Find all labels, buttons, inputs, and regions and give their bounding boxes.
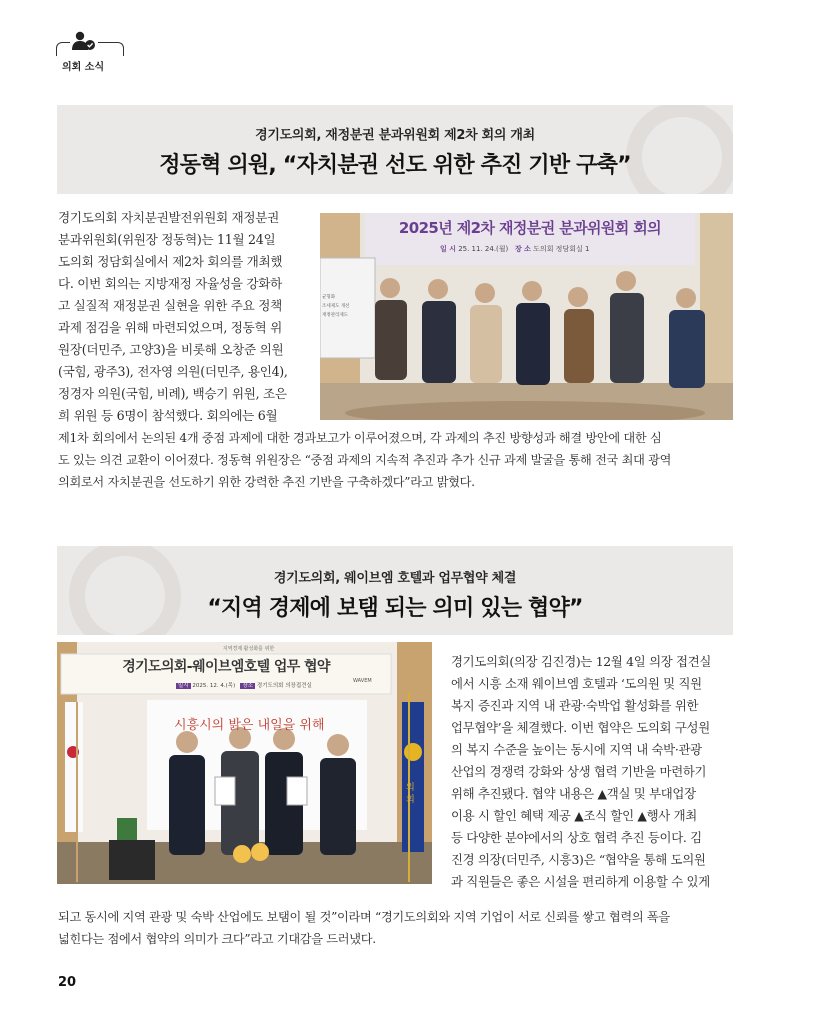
article2-title: “지역 경제에 보탬 되는 의미 있는 협약” — [207, 596, 583, 621]
text-line: 경기도의회 자치분권발전위원회 재정분권 — [58, 210, 279, 225]
screen-line: 재정관리제도 — [322, 313, 349, 318]
text-line: 정경자 의원(국힘, 비례), 백승기 위원, 조은 — [58, 386, 287, 401]
section-tag — [56, 34, 126, 72]
info-value-date: 25. 11. 24.(월) — [458, 245, 509, 253]
person-check-icon — [70, 30, 98, 52]
section-label: 의회 소식 — [62, 62, 105, 73]
article2-headline-box — [57, 546, 733, 635]
article1-body-full — [58, 427, 734, 493]
info-label-date: 일시 — [178, 683, 189, 689]
article2-banner — [61, 646, 391, 694]
text-line: (국힘, 광주3), 전자영 의원(더민주, 용인4), — [58, 364, 288, 379]
text-line: 다. 이번 회의는 지방재정 자율성을 강화하 — [58, 276, 282, 291]
text-line: 위해 추진됐다. 협약 내용은 ▲객실 및 부대업장 — [451, 786, 696, 801]
text-line: 원장(더민주, 고양3)을 비롯해 오창준 의원 — [58, 342, 284, 357]
info-label-place: 장 소 — [514, 245, 531, 253]
article1-banner — [365, 213, 695, 265]
article1-banner-title: 2025년 제2차 재정분권 분과위원회 회의 — [398, 219, 662, 237]
text-line: 분과위원회(위원장 정동혁)는 11월 24일 — [58, 232, 276, 247]
article1-title: 정동혁 의원, “자치분권 선도 위한 추진 기반 구축” — [159, 153, 631, 178]
text-line: 고 실질적 재정분권 실현을 위한 주요 정책 — [58, 298, 282, 313]
text-line: 넓힌다는 점에서 협약의 의미가 크다”라고 기대감을 드러냈다. — [58, 932, 376, 946]
screen-line: 조세제도 개선 — [322, 304, 350, 309]
text-line: 에서 시흥 소재 웨이브엠 호텔과 ‘도의원 및 직원 — [451, 676, 702, 691]
text-line: 산업의 경쟁력 강화와 상생 협력 기반을 마련하기 — [451, 764, 707, 779]
info-value-place: 도의회 정담회실 1 — [533, 245, 590, 253]
text-line: 업무협약’을 체결했다. 이번 협약은 도의회 구성원 — [451, 720, 710, 735]
article2-banner-title: 경기도의회-웨이브엠호텔 업무 협약 — [122, 659, 330, 675]
article1-screen — [322, 293, 350, 320]
text-line: 희 위원 등 6명이 참석했다. 회의에는 6월 — [58, 408, 278, 423]
page-number: 20 — [58, 975, 77, 990]
text-line: 제1차 회의에서 논의된 4개 중점 과제에 대한 경과보고가 이루어졌으며, 각 과제의 추진 방향성과 해결 방안에 대한 심 — [58, 431, 662, 445]
article1-headline-box — [57, 105, 733, 194]
text-line: 되고 동시에 지역 관광 및 숙박 산업에도 보탬이 될 것”이라며 “경기도의회와 지역 기업이 서로 신뢰를 쌓고 협력의 폭을 — [58, 910, 670, 924]
info-value-place: 경기도의회 의장접견실 — [256, 683, 312, 689]
article2-wall-text: 시흥시의 밝은 내일을 위해 — [174, 718, 325, 733]
article2-body — [451, 651, 734, 893]
text-line: 복지 증진과 지역 내 관광·숙박업 활성화를 위한 — [451, 698, 699, 713]
text-line: 진경 의장(더민주, 시흥3)은 “협약을 통해 도의원 — [451, 852, 706, 867]
article2-subtitle: 경기도의회, 웨이브엠 호텔과 업무협약 체결 — [273, 571, 517, 586]
article2-flag-text: 의회 — [406, 783, 415, 805]
info-label-place: 장소 — [242, 683, 254, 689]
text-line: 의 복지 수준을 높이는 동시에 지역 내 숙박·관광 — [451, 742, 702, 757]
screen-line: 균형화 — [322, 295, 336, 300]
article1-banner-info — [440, 244, 589, 254]
text-line: 과제 점검을 위해 마련되었으며, 정동혁 위 — [58, 320, 282, 335]
text-line: 등 다양한 분야에서의 상호 협력 추진 등이다. 김 — [451, 830, 702, 845]
text-line: 도 있는 의견 교환이 이어졌다. 정동혁 위원장은 “중점 과제의 지속적 추진과 추가 신규 과제 발굴을 통해 전국 최대 광역 — [58, 453, 672, 467]
article1-photo — [320, 213, 733, 420]
info-value-date: 2025. 12. 4.(목) — [192, 683, 236, 689]
text-line: 과 직원들은 좋은 시설을 편리하게 이용할 수 있게 — [451, 874, 710, 889]
wavem-logo: WAVEM — [353, 678, 372, 684]
article2-photo — [57, 642, 432, 884]
text-line: 이용 시 할인 혜택 제공 ▲조식 할인 ▲행사 개최 — [451, 808, 697, 823]
text-line: 도의회 정담회실에서 제2차 회의를 개최했 — [58, 254, 283, 269]
text-line: 경기도의회(의장 김진경)는 12월 4일 의장 접견실 — [451, 654, 712, 669]
article2-body-full — [58, 906, 734, 950]
article2-banner-top: 지역경제 활성화를 위한 — [222, 646, 275, 652]
text-line: 의회로서 자치분권을 선도하기 위한 강력한 추진 기반을 구축하겠다”라고 밝혔다. — [58, 475, 475, 489]
article2-banner-info — [176, 681, 312, 689]
info-label-date: 일 시 — [440, 245, 456, 253]
article1-subtitle: 경기도의회, 재정분권 분과위원회 제2차 회의 개최 — [255, 128, 535, 143]
article1-body — [58, 207, 310, 427]
